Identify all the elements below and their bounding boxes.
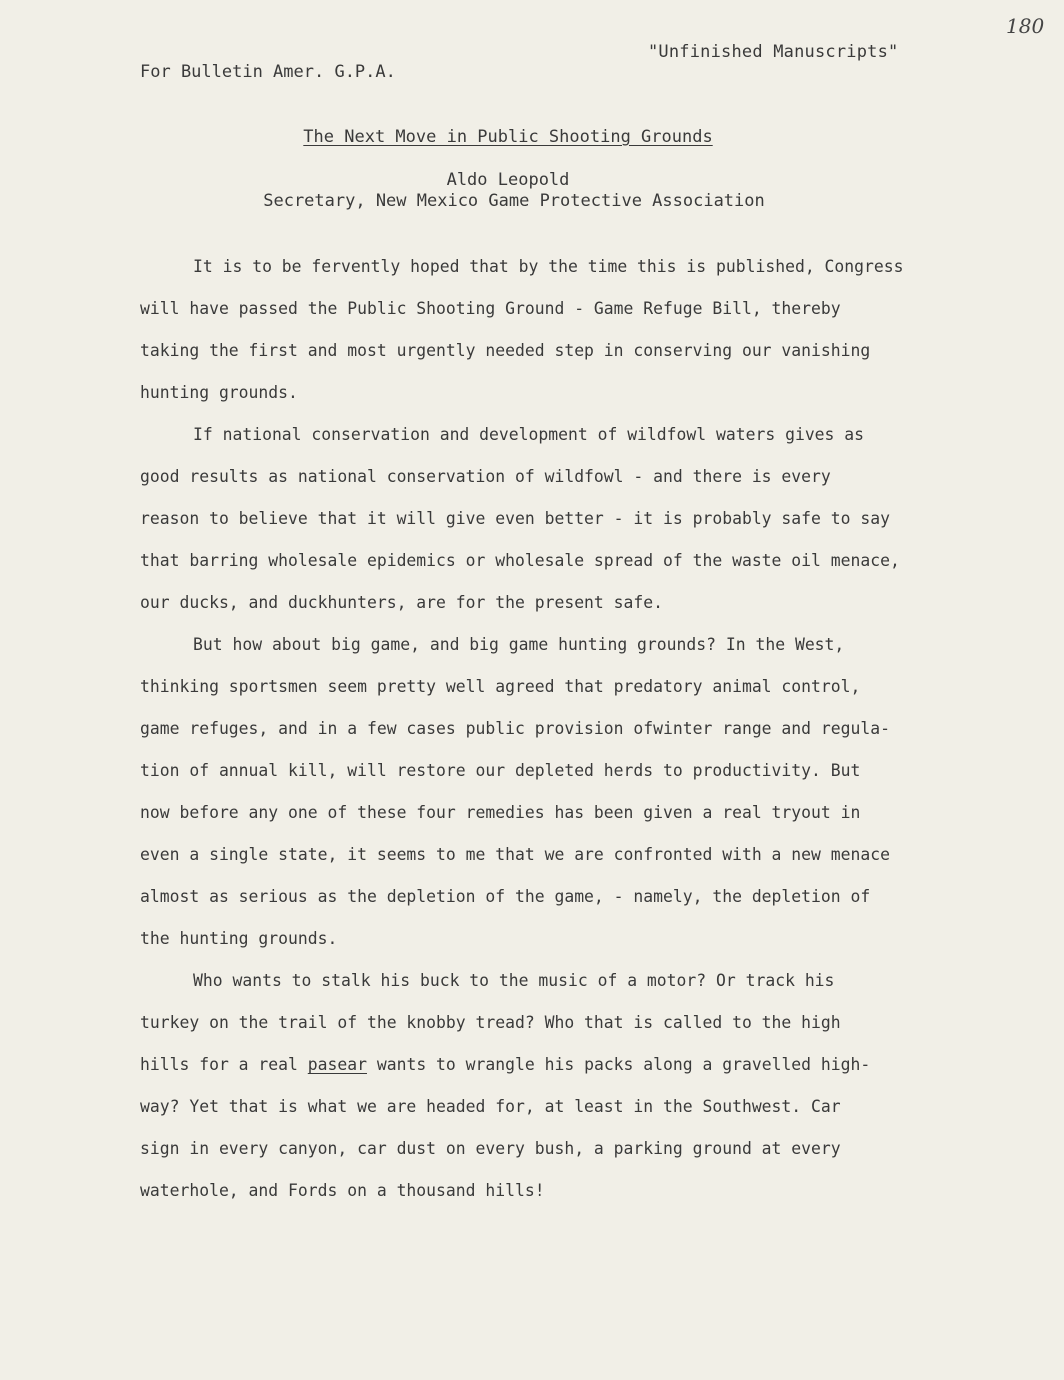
title-text: The Next Move in Public Shooting Grounds — [303, 127, 713, 147]
document-title — [0, 127, 1016, 147]
page-number: 180 — [1006, 14, 1045, 38]
author-affiliation: Secretary, New Mexico Game Protective Association — [263, 191, 765, 211]
body-text — [140, 246, 960, 1212]
author-name: Aldo Leopold — [446, 170, 570, 190]
paragraph-1: It is to be fervently hoped that by the time this is published, Congress will have passed the Public Shooting Ground - Game Refuge Bill, thereby taking the first and most urgently needed step in conserving our vanishing hunting grounds. — [140, 257, 904, 402]
collection-note: "Unfinished Manuscripts" — [648, 42, 899, 62]
paragraph-4: Who wants to stalk his buck to the music of a motor? Or track his turkey on the trail of the knobby tread? Who that is called to the high hills for a real pasear wants to wrangle his packs along a gravelled high- way? Yet that is what we are headed for, at least in the Southwest. Car sign in every canyon, car dust on every bush, a parking ground at every waterhole, and Fords on a thousand hills! — [140, 971, 871, 1200]
paragraph-3: But how about big game, and big game hunting grounds? In the West, thinking sportsmen seem pretty well agreed that predatory animal control, game refuges, and in a few cases public provision ofwinter range and regula- tion of annual kill, will restore our depleted herds to productivity. But now before any one of these four remedies has been given a real tryout in even a single state, it seems to me that we are confronted with a new menace almost as serious as the depletion of the game, - namely, the depletion of the hunting grounds. — [140, 635, 890, 948]
underlined-word: pasear — [307, 1055, 367, 1074]
paragraph-2: If national conservation and development of wildfowl waters gives as good results as national conservation of wildfowl - and there is every reason to believe that it will give even better - it is probably safe to say that barring wholesale epidemics or wholesale spread of the waste oil menace, our ducks, and duckhunters, are for the present safe. — [140, 425, 900, 612]
bulletin-note: For Bulletin Amer. G.P.A. — [140, 62, 396, 82]
